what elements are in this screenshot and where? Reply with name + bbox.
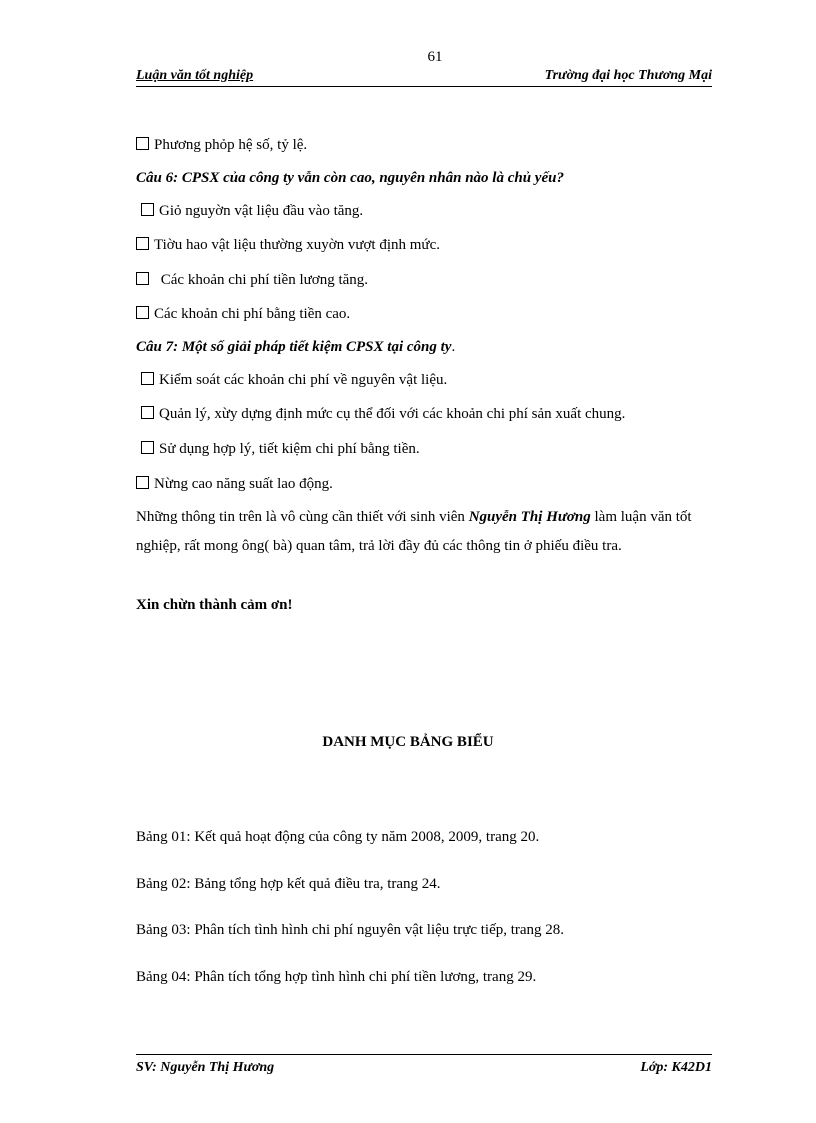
student-name: Nguyễn Thị Hương <box>468 509 591 525</box>
q6-option-1: Giỏ nguyờn vật liệu đầu vào tăng. <box>141 203 363 220</box>
toc-title: DANH MỤC BẢNG BIỂU <box>322 734 494 750</box>
toc-entry: Bảng 01: Kết quả hoạt động của công ty năm 2008, 2009, trang 20. <box>136 829 540 845</box>
checkbox[interactable] <box>136 237 149 250</box>
checkbox[interactable] <box>136 272 149 285</box>
q7-option-3: Sử dụng hợp lý, tiết kiệm chi phí bằng tiền. <box>141 441 420 458</box>
footer-left: SV: Nguyễn Thị Hương <box>136 1060 275 1075</box>
checkbox[interactable] <box>136 476 149 489</box>
checkbox[interactable] <box>141 406 154 419</box>
checkbox[interactable] <box>141 441 154 454</box>
toc-entry: Bảng 02: Bảng tổng hợp kết quả điều tra, trang 24. <box>136 876 441 892</box>
header-left: Luận văn tốt nghiệp <box>136 68 254 83</box>
footer-right: Lớp: K42D1 <box>640 1060 712 1075</box>
q7-option-4: Nừng cao năng suất lao động. <box>136 476 333 493</box>
thanks-line: Xin chừn thành cảm ơn! <box>136 597 293 613</box>
checkbox[interactable] <box>141 372 154 385</box>
q6-option-2: Tiờu hao vật liệu thường xuyờn vượt định mức. <box>136 237 440 254</box>
header-right: Trường đại học Thương Mại <box>544 68 712 83</box>
toc-entry: Bảng 04: Phân tích tổng hợp tình hình chi phí tiền lương, trang 29. <box>136 969 537 985</box>
q7-option-2: Quản lý, xừy dựng định mức cụ thể đối với các khoản chi phí sản xuất chung. <box>141 406 625 423</box>
option-method: Phương phỏp hệ số, tỷ lệ. <box>136 137 307 154</box>
q7-option-1: Kiểm soát các khoản chi phí về nguyên vật liệu. <box>141 372 447 389</box>
question-6: Câu 6: CPSX của công ty vẫn còn cao, nguyên nhân nào là chủ yếu? <box>136 170 564 186</box>
toc-entry: Bảng 03: Phân tích tình hình chi phí nguyên vật liệu trực tiếp, trang 28. <box>136 922 565 938</box>
page-number: 61 <box>427 49 443 65</box>
page-header <box>136 68 712 87</box>
q6-option-4: Các khoản chi phí bằng tiền cao. <box>136 306 350 323</box>
q6-option-3: Các khoản chi phí tiền lương tăng. <box>136 272 368 289</box>
closing-paragraph: Những thông tin trên là vô cùng cần thiết với sinh viên Nguyễn Thị Hương làm luận văn tốt nghiệp, rất mong ông( bà) quan tâm, trả lời đầy đủ các thông tin ở phiếu điều tra. <box>136 509 692 554</box>
checkbox[interactable] <box>136 306 149 319</box>
page-footer <box>136 1054 712 1076</box>
question-7: Câu 7: Một số giải pháp tiết kiệm CPSX tại công ty. <box>136 339 456 355</box>
checkbox[interactable] <box>136 137 149 150</box>
checkbox[interactable] <box>141 203 154 216</box>
